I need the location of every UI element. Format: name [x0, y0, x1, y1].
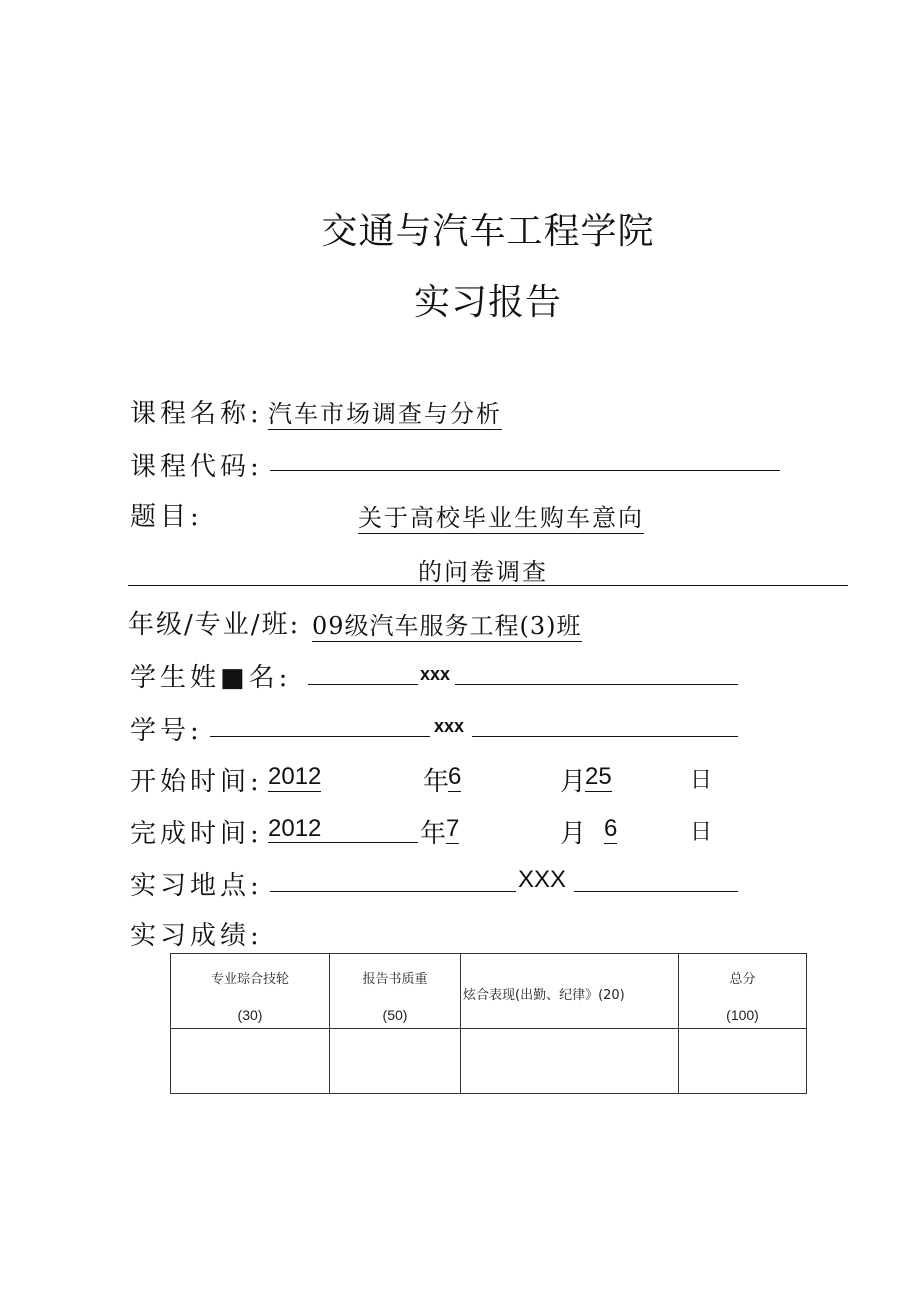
header-points: (50): [382, 1007, 408, 1023]
header-label: 炫合表现(出勤、纪律》(20): [463, 988, 625, 1003]
student-id-value: xxx: [434, 716, 465, 736]
name-line-left: [308, 684, 418, 685]
report-title: 实习报告: [413, 282, 562, 323]
score-cell-report-quality[interactable]: [330, 1029, 461, 1094]
grade-table: [170, 953, 807, 1094]
header-points: (100): [726, 1007, 759, 1023]
score-cell-total[interactable]: [679, 1029, 807, 1094]
course-code-label: 课程代码:: [130, 452, 263, 482]
course-name-label: 课程名称:: [130, 399, 263, 429]
class-value: 09级汽车服务工程(3)班: [312, 606, 582, 642]
start-year: 2012: [268, 763, 322, 790]
course-code-line: [270, 470, 780, 471]
student-id-label: 学号:: [130, 716, 203, 746]
start-month: 6: [448, 763, 462, 790]
place-label: 实习地点:: [130, 871, 263, 901]
place-line-right: [574, 891, 738, 892]
start-day: 25: [585, 763, 612, 790]
topic-line-2: 的问卷调查: [418, 558, 548, 586]
end-year: 2012: [268, 815, 322, 842]
student-name-value: xxx: [420, 664, 451, 684]
name-line-right: [455, 684, 738, 685]
start-time-label: 开始时间:: [130, 767, 263, 797]
place-line-left: [270, 891, 516, 892]
topic-line-1: 关于高校毕业生购车意向: [358, 498, 644, 534]
header-label: 专业琮合技轮: [210, 972, 289, 987]
header-label: 总分: [729, 972, 756, 987]
id-line-left: [210, 736, 430, 737]
end-month: 7: [446, 815, 460, 842]
topic-label: 题目:: [130, 502, 203, 532]
score-cell-overall-performance[interactable]: [461, 1029, 679, 1094]
header-overall-performance: [461, 954, 679, 1029]
header-report-quality: [330, 954, 461, 1029]
start-day-unit: 日: [690, 768, 713, 793]
class-label: 年级/专业/班:: [128, 610, 301, 640]
end-month-unit: 月: [560, 819, 587, 849]
grade-label: 实习成绩:: [130, 921, 263, 951]
student-name-label: 学生姓■名:: [130, 663, 292, 693]
end-day-unit: 日: [690, 820, 713, 845]
topic-divider: [128, 585, 848, 586]
school-title: 交通与汽车工程学院: [321, 211, 655, 252]
grade-table-score-row: [171, 1029, 807, 1094]
id-line-right: [472, 736, 738, 737]
header-professional-skill: [171, 954, 330, 1029]
place-value: XXX: [518, 866, 567, 893]
end-time-label: 完成时间:: [130, 819, 263, 849]
end-year-line: [268, 842, 418, 843]
end-day: 6: [604, 815, 618, 842]
header-total-score: [679, 954, 807, 1029]
header-label: 报告书质重: [362, 972, 428, 987]
header-points: (30): [237, 1007, 263, 1023]
start-month-unit: 月: [560, 767, 587, 797]
start-year-unit: 年: [423, 767, 450, 797]
end-year-unit: 年: [420, 819, 447, 849]
grade-table-header-row: [171, 954, 807, 1029]
score-cell-professional-skill[interactable]: [171, 1029, 330, 1094]
course-name-value: 汽车市场调查与分析: [268, 394, 502, 430]
